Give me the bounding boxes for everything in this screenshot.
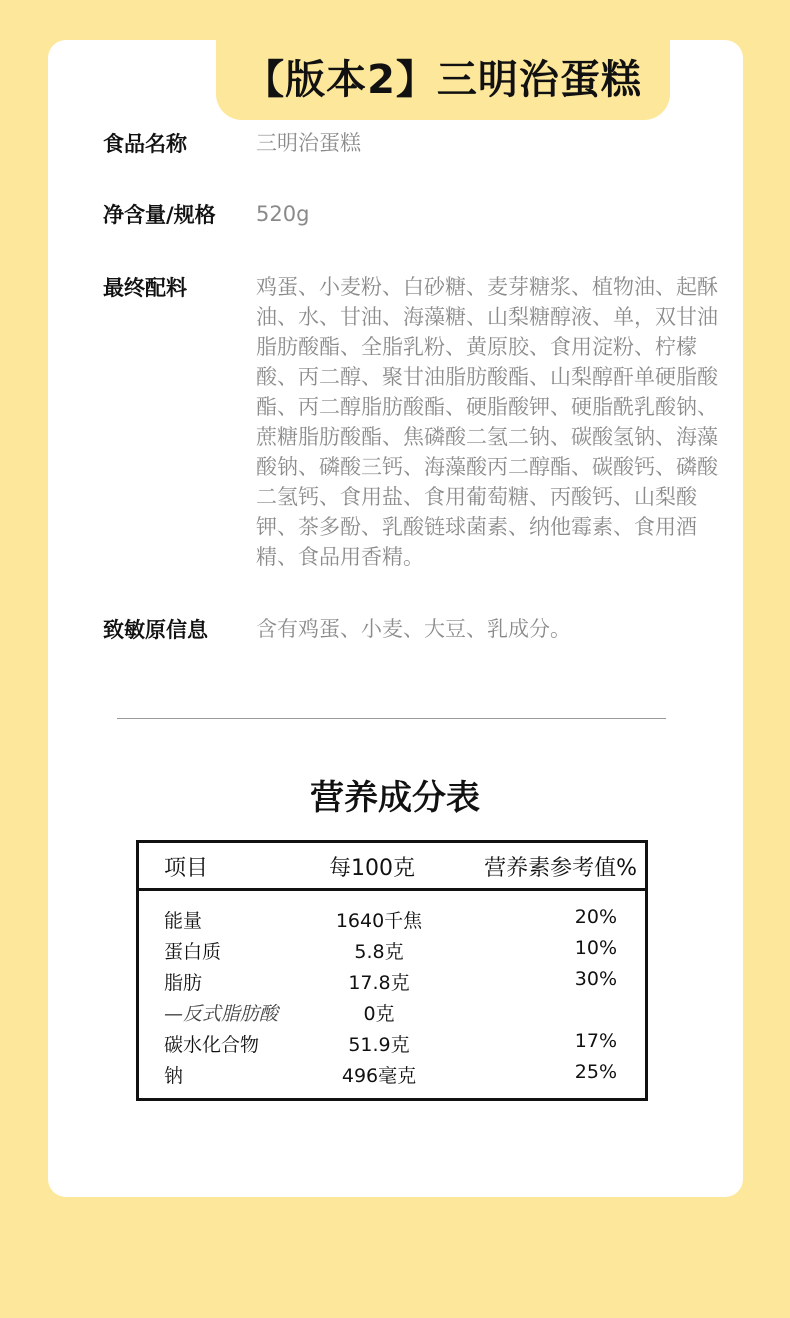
- title-tab: [216, 40, 670, 120]
- row-nrv: 17%: [574, 1030, 617, 1052]
- nutrition-title: 营养成分表: [310, 778, 480, 818]
- header-item: 项目: [164, 856, 209, 881]
- table-row: [139, 1061, 645, 1092]
- info-row-name: [103, 128, 733, 158]
- nutrition-table-header: [139, 843, 645, 891]
- row-per-100g: 5.8克: [354, 941, 404, 963]
- allergen-value: 含有鸡蛋、小麦、大豆、乳成分。: [256, 617, 571, 641]
- info-row-allergen: [103, 614, 733, 644]
- header-per-100g: 每100克: [329, 856, 415, 881]
- name-label: 食品名称: [103, 132, 187, 156]
- row-item: 钠: [164, 1065, 184, 1087]
- section-divider: [117, 718, 666, 719]
- header-nrv: 营养素参考值%: [484, 856, 637, 881]
- row-item: 碳水化合物: [164, 1034, 260, 1056]
- row-nrv: 25%: [574, 1061, 617, 1083]
- row-item: 能量: [164, 910, 203, 932]
- page-title: 【版本2】三明治蛋糕: [244, 56, 642, 103]
- nutrition-table: [136, 840, 648, 1101]
- allergen-label: 致敏原信息: [103, 618, 208, 642]
- table-row: [139, 1030, 645, 1061]
- row-item: 脂肪: [164, 972, 203, 994]
- table-row: [139, 937, 645, 968]
- table-row: [139, 906, 645, 937]
- row-nrv: 20%: [574, 906, 617, 928]
- table-row: [139, 999, 645, 1030]
- info-row-ingredients: [103, 272, 733, 582]
- ingredients-label: 最终配料: [103, 276, 187, 300]
- row-per-100g: 1640千焦: [335, 910, 423, 932]
- row-item: 蛋白质: [164, 941, 222, 963]
- name-value: 三明治蛋糕: [256, 131, 361, 155]
- row-nrv: 30%: [574, 968, 617, 990]
- row-per-100g: 51.9克: [348, 1034, 410, 1056]
- row-nrv: 10%: [574, 937, 617, 959]
- ingredients-value: 鸡蛋、小麦粉、白砂糖、麦芽糖浆、植物油、起酥油、水、甘油、海藻糖、山梨糖醇液、单，双甘油脂肪酸酯、全脂乳粉、黄原胶、食用淀粉、柠檬酸、丙二醇、聚甘油脂肪酸酯、山梨醇酐单硬脂酸酯、丙二醇脂肪酸酯、硬脂酸钾、硬脂酰乳酸钠、蔗糖脂肪酸酯、焦磷酸二氢二钠、碳酸氢钠、海藻酸钠、磷酸三钙、海藻酸丙二醇酯、碳酸钙、磷酸二氢钙、食用盐、食用葡萄糖、丙酸钙、山梨酸钾、茶多酚、乳酸链球菌素、纳他霉素、食用酒精、食品用香精。: [256, 275, 718, 569]
- row-per-100g: 17.8克: [348, 972, 410, 994]
- info-row-net-content: [103, 199, 733, 229]
- row-item: —反式脂肪酸: [164, 1003, 279, 1025]
- net-content-value: 520g: [256, 202, 310, 226]
- net-content-label: 净含量/规格: [103, 203, 216, 227]
- table-row: [139, 968, 645, 999]
- row-per-100g: 496毫克: [341, 1065, 417, 1087]
- row-per-100g: 0克: [363, 1003, 395, 1025]
